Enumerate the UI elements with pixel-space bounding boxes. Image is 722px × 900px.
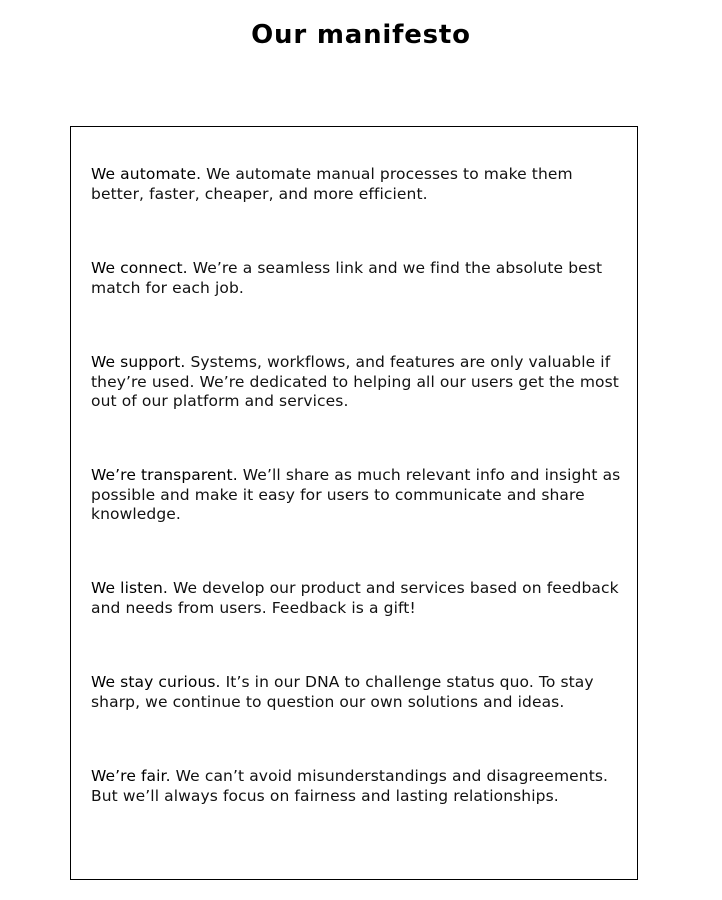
principle-text: It’s in our DNA to challenge status quo. To stay sharp, we continue to question our own solutions and ideas. xyxy=(91,673,594,711)
manifesto-box xyxy=(70,126,638,880)
principle-heading: We automate. xyxy=(91,165,202,183)
principle-curious xyxy=(91,673,623,712)
principle-text: We develop our product and services based on feedback and needs from users. Feedback is a gift! xyxy=(91,579,619,617)
principle-automate xyxy=(91,165,623,204)
principle-heading: We stay curious. xyxy=(91,673,221,691)
principle-fair xyxy=(91,767,623,806)
page-title: Our manifesto xyxy=(251,20,471,50)
principle-text: We’ll share as much relevant info and insight as possible and make it easy for users to communicate and share knowledge. xyxy=(91,466,621,523)
principle-heading: We’re transparent. xyxy=(91,466,238,484)
principle-text: We’re a seamless link and we find the absolute best match for each job. xyxy=(91,259,603,297)
principle-connect xyxy=(91,259,623,298)
principle-text: We can’t avoid misunderstandings and disagreements. But we’ll always focus on fairness and lasting relationships. xyxy=(91,767,609,805)
principle-text: We automate manual processes to make them better, faster, cheaper, and more efficient. xyxy=(91,165,573,203)
principle-heading: We’re fair. xyxy=(91,767,171,785)
principle-support xyxy=(91,353,623,412)
principle-heading: We connect. xyxy=(91,259,188,277)
principle-transparent xyxy=(91,466,623,525)
principle-text: Systems, workflows, and features are only valuable if they’re used. We’re dedicated to helping all our users get the most out of our platform and services. xyxy=(91,353,619,410)
principle-listen xyxy=(91,579,623,618)
principle-heading: We support. xyxy=(91,353,186,371)
principle-heading: We listen. xyxy=(91,579,168,597)
